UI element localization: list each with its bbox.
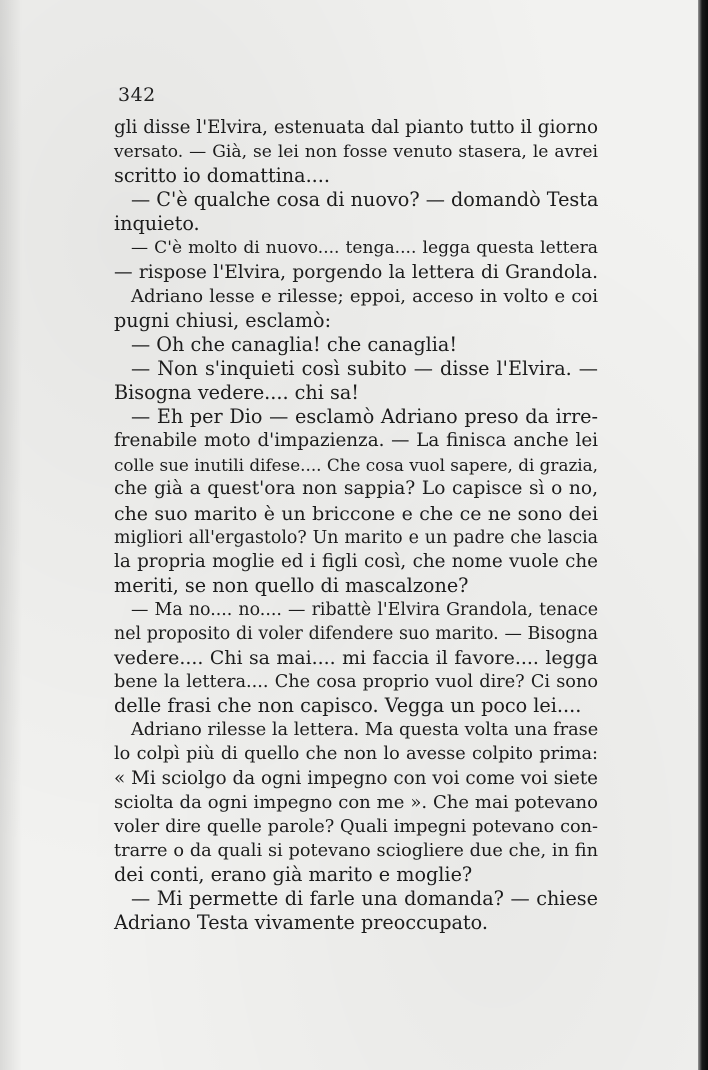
- text-line: scritto io domattina....: [114, 164, 330, 188]
- text-line: vedere.... Chi sa mai.... mi faccia il favore.... legga: [114, 647, 598, 670]
- page-gutter-shadow: [0, 0, 22, 1070]
- text-line: meriti, se non quello di mascalzone?: [114, 573, 469, 597]
- text-line: sciolta da ogni impegno con me ». Che mai potevano: [114, 791, 598, 813]
- text-line: versato. — Già, se lei non fosse venuto stasera, le avrei: [114, 142, 598, 163]
- text-line: lo colpì più di quello che non lo avesse colpito prima:: [114, 744, 598, 765]
- text-line: delle frasi che non capisco. Vegga un poco lei....: [114, 694, 582, 718]
- text-line: che già a quest'ora non sappia? Lo capisce sì o no,: [114, 478, 598, 500]
- text-line: trarre o da quali si potevano sciogliere due che, in fin: [114, 840, 598, 861]
- text-line: « Mi sciolgo da ogni impegno con voi come voi siete: [114, 767, 598, 789]
- text-line: dei conti, erano già marito e moglie?: [114, 862, 473, 886]
- text-line: — Mi permette di farle una domanda? — chiese: [131, 887, 598, 910]
- text-line: migliori all'ergastolo? Un marito e un padre che lascia: [114, 527, 598, 548]
- text-line: frenabile moto d'impazienza. — La finisca anche lei: [114, 430, 598, 452]
- text-line: — Ma no.... no.... — ribattè l'Elvira Grandola, tenace: [131, 599, 598, 620]
- page-number: 342: [118, 84, 156, 106]
- page-edge-border: [698, 0, 708, 1070]
- text-line: — Eh per Dio — esclamò Adriano preso da irre-: [131, 405, 598, 429]
- text-line: — C'è qualche cosa di nuovo? — domandò Testa: [131, 188, 599, 212]
- text-line: Adriano lesse e rilesse; eppoi, acceso in volto e coi: [131, 285, 598, 307]
- text-line: colle sue inutili difese.... Che cosa vuol sapere, di grazia,: [114, 455, 598, 476]
- text-line: voler dire quelle parole? Quali impegni potevano con-: [114, 816, 598, 837]
- body-text: [114, 116, 598, 935]
- text-line: Bisogna vedere.... chi sa!: [114, 381, 360, 405]
- text-line: — rispose l'Elvira, porgendo la lettera di Grandola.: [114, 261, 598, 283]
- text-line: — Non s'inquieti così subito — disse l'Elvira. —: [131, 356, 598, 380]
- text-line: Adriano Testa vivamente preoccupato.: [114, 911, 488, 935]
- text-line: pugni chiusi, esclamò:: [114, 308, 332, 332]
- text-line: che suo marito è un briccone e che ce ne sono dei: [114, 502, 598, 525]
- text-line: gli disse l'Elvira, estenuata dal pianto tutto il giorno: [114, 117, 598, 138]
- text-line: la propria moglie ed i figli così, che nome vuole che: [114, 550, 598, 572]
- text-line: — C'è molto di nuovo.... tenga.... legga questa lettera: [131, 238, 598, 259]
- text-line: Adriano rilesse la lettera. Ma questa volta una frase: [131, 720, 599, 741]
- text-line: nel proposito di voler difendere suo marito. — Bisogna: [114, 623, 598, 644]
- text-line: bene la lettera.... Che cosa proprio vuol dire? Ci sono: [114, 672, 598, 693]
- text-line: — Oh che canaglia! che canaglia!: [131, 332, 458, 356]
- text-line: inquieto.: [114, 212, 200, 236]
